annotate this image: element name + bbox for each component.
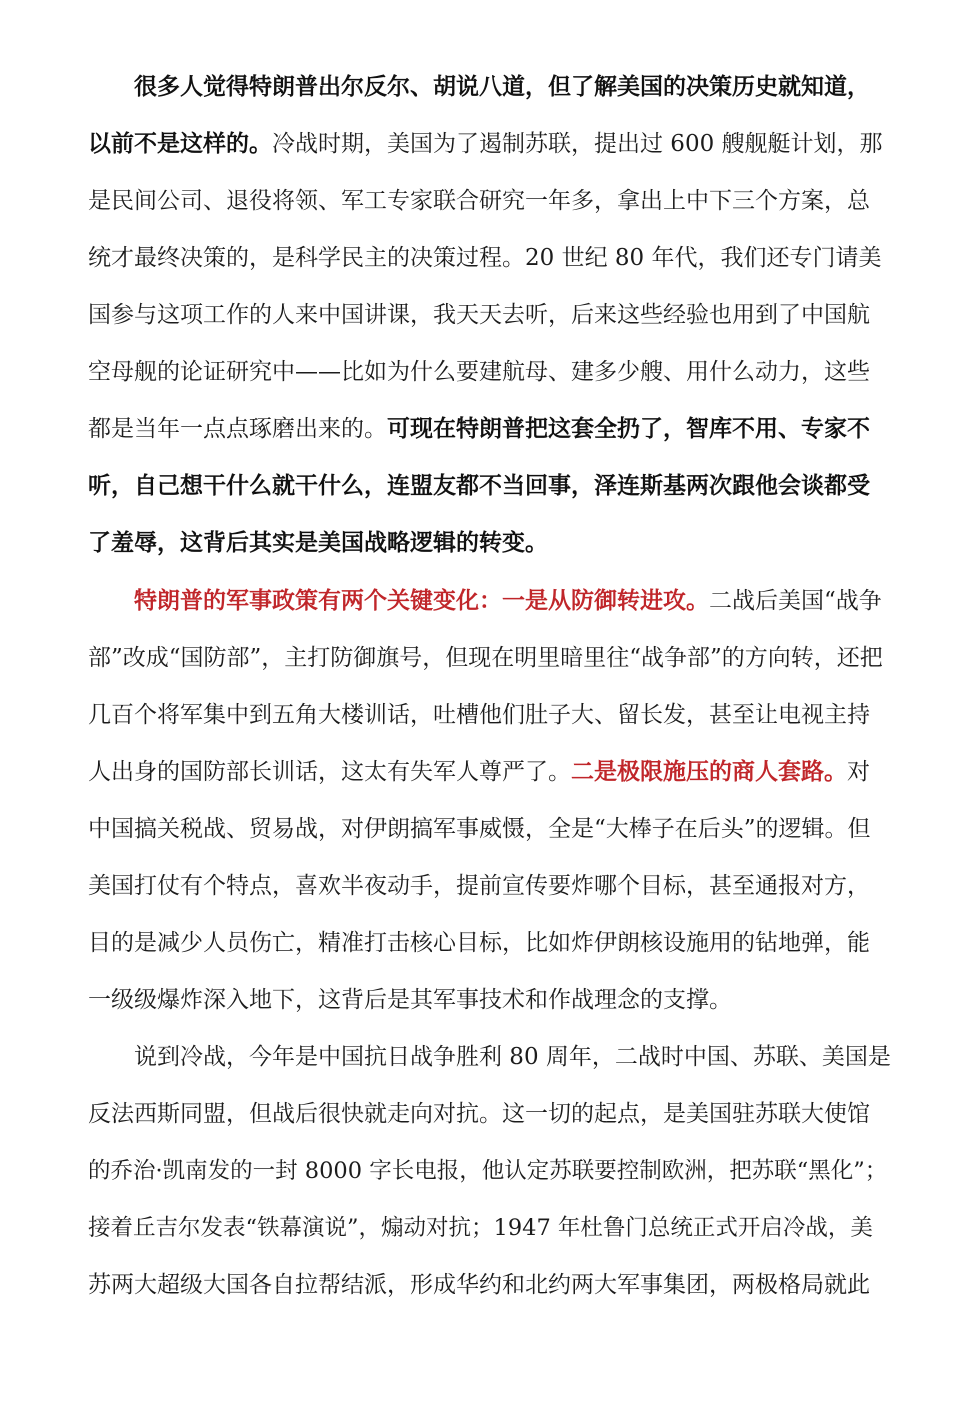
body-text: 接着丘吉尔发表“铁幕演说”，煽动对抗；1947 年杜鲁门总统正式开启冷战，美 [88,1215,873,1241]
paragraph-1-line-4 [88,238,888,278]
body-text: 目的是减少人员伤亡，精准打击核心目标，比如炸伊朗核设施用的钻地弹，能 [88,930,870,956]
paragraph-2-line-5 [88,809,888,849]
body-text: 部”改成“国防部”，主打防御旗号，但现在明里暗里往“战争部”的方向转，还把 [88,645,883,671]
body-text: 冷战时期，美国为了遏制苏联，提出过 600 艘舰艇计划，那 [272,131,883,157]
body-text: 反法西斯同盟，但战后很快就走向对抗。这一切的起点，是美国驻苏联大使馆 [88,1101,870,1127]
body-text: 一级级爆炸深入地下，这背后是其军事技术和作战理念的支撑。 [88,987,732,1013]
bold-text: 很多人觉得特朗普出尔反尔、胡说八道，但了解美国的决策历史就知道， [134,73,870,100]
body-text: 苏两大超级大国各自拉帮结派，形成华约和北约两大军事集团，两极格局就此 [88,1272,870,1298]
paragraph-1-line-2 [88,124,888,164]
paragraph-1-line-5 [88,295,888,335]
body-text: 人出身的国防部长训话，这太有失军人尊严了。 [88,759,571,785]
bold-text: 以前不是这样的。 [88,130,272,157]
paragraph-3-line-1 [134,1037,934,1077]
paragraph-1-line-8 [88,466,888,506]
bold-text: 了羞辱，这背后其实是美国战略逻辑的转变。 [88,529,548,556]
bold-text: 听，自己想干什么就干什么，连盟友都不当回事，泽连斯基两次跟他会谈都受 [88,472,870,499]
paragraph-3-line-5 [88,1265,888,1305]
paragraph-2-line-4 [88,752,888,792]
body-text: 几百个将军集中到五角大楼训话，吐槽他们肚子大、留长发，甚至让电视主持 [88,702,870,728]
paragraph-2-line-8 [88,980,888,1020]
body-text: 统才最终决策的，是科学民主的决策过程。20 世纪 80 年代，我们还专门请美 [88,245,882,271]
paragraph-3-line-4 [88,1208,888,1248]
bold-text: 可现在特朗普把这套全扔了，智库不用、专家不 [387,415,870,442]
paragraph-3-line-2 [88,1094,888,1134]
body-text: 对 [847,759,870,785]
body-text: 国参与这项工作的人来中国讲课，我天天去听，后来这些经验也用到了中国航 [88,302,870,328]
paragraph-2-line-7 [88,923,888,963]
body-text: 二战后美国“战争 [709,588,882,614]
red-heading-text: 二是极限施压的商人套路。 [571,758,847,785]
paragraph-1-line-7 [88,409,888,449]
body-text: 中国搞关税战、贸易战，对伊朗搞军事威慑，全是“大棒子在后头”的逻辑。但 [88,816,871,842]
paragraph-1-line-3 [88,181,888,221]
paragraph-1-line-1 [134,67,934,107]
paragraph-3-line-3 [88,1151,888,1191]
paragraph-2-line-2 [88,638,888,678]
body-text: 说到冷战，今年是中国抗日战争胜利 80 周年，二战时中国、苏联、美国是 [134,1044,891,1070]
body-text: 是民间公司、退役将领、军工专家联合研究一年多，拿出上中下三个方案，总 [88,188,870,214]
body-text: 的乔治·凯南发的一封 8000 字长电报，他认定苏联要控制欧洲，把苏联“黑化”； [88,1158,888,1184]
paragraph-1-line-9 [88,523,888,563]
paragraph-2-line-3 [88,695,888,735]
body-text: 美国打仗有个特点，喜欢半夜动手，提前宣传要炸哪个目标，甚至通报对方， [88,873,870,899]
paragraph-1-line-6 [88,352,888,392]
body-text: 都是当年一点点琢磨出来的。 [88,416,387,442]
red-heading-text: 特朗普的军事政策有两个关键变化：一是从防御转进攻。 [134,587,709,614]
body-text: 空母舰的论证研究中——比如为什么要建航母、建多少艘、用什么动力，这些 [88,359,870,385]
paragraph-2-line-1 [134,581,934,621]
paragraph-2-line-6 [88,866,888,906]
